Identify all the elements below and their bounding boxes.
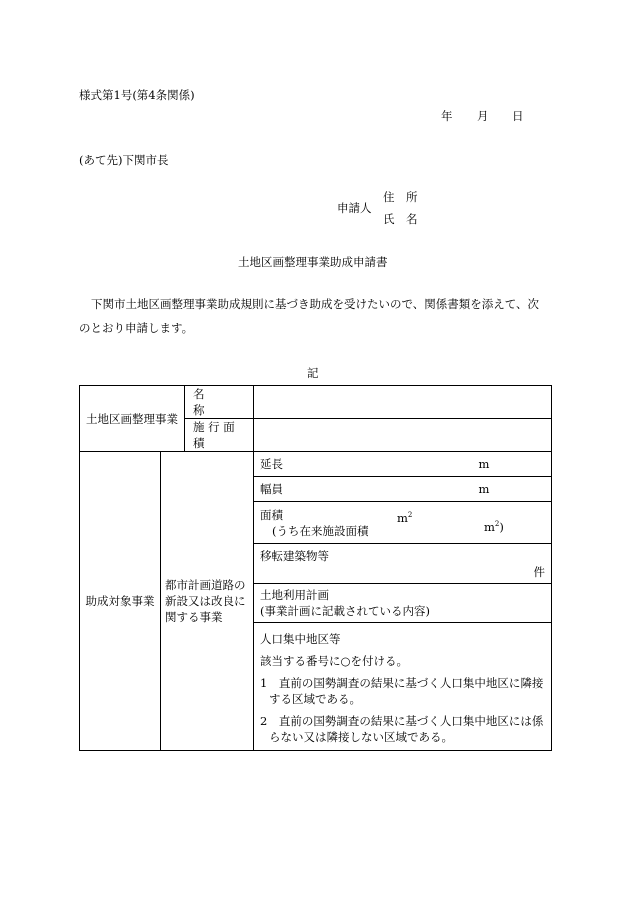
existing-area-unit: m <box>484 520 495 534</box>
existing-area-label: (うち在来施設面積 <box>272 523 369 538</box>
ki-heading: 記 <box>307 366 319 380</box>
project-label: 土地区画整理事業 <box>86 411 178 426</box>
area2-cell[interactable] <box>254 502 552 544</box>
applicant-label: 申請人 <box>337 201 372 215</box>
name-value-cell[interactable] <box>254 386 552 419</box>
road-label-line1: 都市計画道路の <box>165 578 246 592</box>
body-text-line1: 下関市土地区画整理事業助成規則に基づき助成を受けたいので、関係書類を添えて、次 <box>91 297 540 311</box>
road-label-line2: 新設又は改良に <box>165 594 246 608</box>
area2-unit-squared: 2 <box>407 511 413 519</box>
target-label-cell <box>80 452 161 751</box>
addressee: (あて先)下関市長 <box>79 153 169 167</box>
length-label: 延長 <box>260 457 283 471</box>
width-unit: m <box>478 482 490 496</box>
did-option-2-line2: らない又は隣接しない区域である。 <box>269 730 453 744</box>
did-option-1-line2: する区域である。 <box>269 692 361 706</box>
did-option-2-line1[interactable]: 2 直前の国勢調査の結果に基づく人口集中地区には係 <box>260 714 544 728</box>
date-year-label: 年 <box>441 109 453 123</box>
applicant-name-label: 氏 名 <box>383 212 418 226</box>
application-table <box>79 385 552 751</box>
form-number: 様式第1号(第4条関係) <box>79 88 195 102</box>
area-label-cell <box>185 419 254 452</box>
width-cell[interactable] <box>254 477 552 502</box>
document-title: 土地区画整理事業助成申請書 <box>238 255 388 269</box>
existing-area-unit-wrap <box>484 516 504 535</box>
date-month-label: 月 <box>477 109 489 123</box>
length-unit: m <box>478 457 490 471</box>
did-cell[interactable] <box>254 623 552 751</box>
name-label-cell <box>185 386 254 419</box>
landuse-label: 土地利用計画 <box>260 588 329 602</box>
length-cell[interactable] <box>254 452 552 477</box>
did-option-1-line1[interactable]: 1 直前の国勢調査の結果に基づく人口集中地区に隣接 <box>260 676 544 690</box>
body-text-line2: のとおり申請します。 <box>79 321 194 335</box>
area-label: 施 行 面 積 <box>193 420 235 450</box>
landuse-cell[interactable] <box>254 584 552 623</box>
road-label-cell <box>161 452 254 751</box>
area2-unit-wrap <box>397 507 412 526</box>
did-instruction: 該当する番号に○を付ける。 <box>260 654 409 668</box>
did-label: 人口集中地区等 <box>260 632 341 646</box>
road-label-line3: 関する事業 <box>165 610 223 624</box>
existing-area-close: ) <box>499 520 504 534</box>
relocation-cell[interactable] <box>254 544 552 584</box>
area2-label: 面積 <box>260 507 283 522</box>
landuse-sub-label: (事業計画に記載されている内容) <box>260 604 430 618</box>
relocation-label: 移転建築物等 <box>260 548 329 563</box>
width-label: 幅員 <box>260 482 283 496</box>
project-label-cell <box>80 386 185 452</box>
date-day-label: 日 <box>512 109 524 123</box>
target-label: 助成対象事業 <box>85 594 155 608</box>
existing-area-unit-squared: 2 <box>494 520 500 529</box>
applicant-address-label: 住 所 <box>383 190 418 204</box>
relocation-unit: 件 <box>533 564 545 579</box>
name-label: 名 称 <box>193 387 239 417</box>
area2-unit: m <box>397 510 408 525</box>
area-value-cell[interactable] <box>254 419 552 452</box>
